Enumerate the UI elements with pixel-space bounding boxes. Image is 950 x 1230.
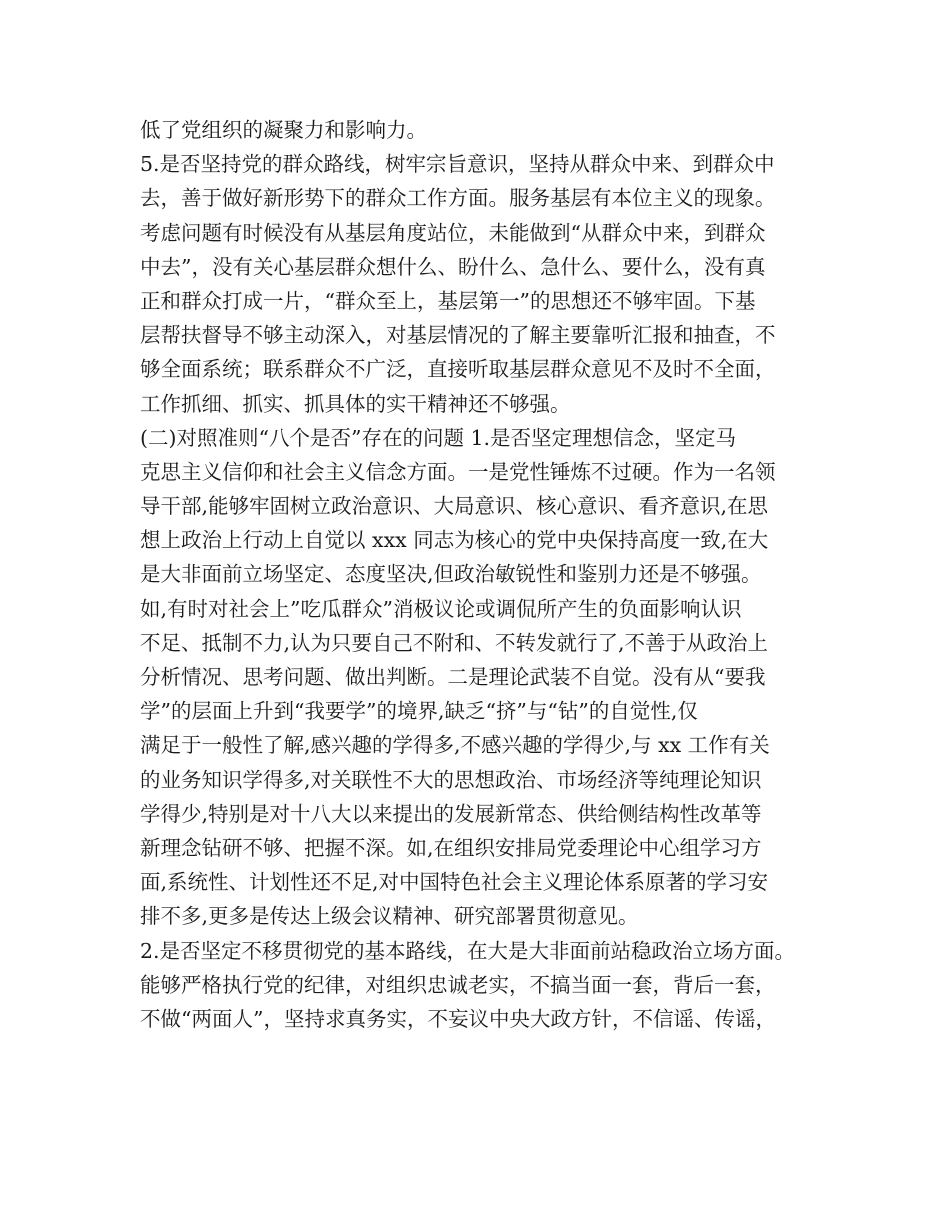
text-line: 是大非面前立场坚定、态度坚决,但政治敏锐性和鉴别力还是不够强。 xyxy=(140,562,762,587)
text-line: 不做“两面人”，坚持求真务实，不妄议中央大政方针，不信谣、传谣， xyxy=(140,1006,776,1031)
text-line: 够全面系统；联系群众不广泛，直接听取基层群众意见不及时不全面， xyxy=(140,357,776,382)
text-line: 想上政治上行动上自觉以 xxx 同志为核心的党中央保持高度一致,在大 xyxy=(140,528,769,553)
text-line: 去，善于做好新形势下的群众工作方面。服务基层有本位主义的现象。 xyxy=(140,186,776,211)
text-line: 新理念钻研不够、把握不深。如,在组织安排局党委理论中心组学习方 xyxy=(140,835,762,860)
text-line: (二)对照准则“八个是否”存在的问题 1.是否坚定理想信念，坚定马 xyxy=(140,425,737,450)
text-line: 不足、抵制不力,认为只要自己不附和、不转发就行了,不善于从政治上 xyxy=(140,630,769,655)
text-line: 导干部,能够牢固树立政治意识、大局意识、核心意识、看齐意识,在思 xyxy=(140,494,769,519)
text-line: 克思主义信仰和社会主义信念方面。一是党性锤炼不过硬。作为一名领 xyxy=(140,459,776,484)
text-line: 学得少,特别是对十八大以来提出的发展新常态、供给侧结构性改革等 xyxy=(140,801,762,826)
text-line: 层帮扶督导不够主动深入，对基层情况的了解主要靠听汇报和抽查，不 xyxy=(140,323,776,348)
body-text xyxy=(140,113,840,1036)
text-line: 正和群众打成一片，“群众至上，基层第一”的思想还不够牢固。下基 xyxy=(140,288,756,313)
text-line: 分析情况、思考问题、做出判断。二是理论武装不自觉。没有从“要我 xyxy=(140,665,766,689)
text-line: 考虑问题有时候没有从基层角度站位，未能做到“从群众中来，到群众 xyxy=(140,220,766,245)
text-line: 如,有时对社会上”吃瓜群众”消极议论或调侃所产生的负面影响认识 xyxy=(140,596,742,621)
text-line: 排不多,更多是传达上级会议精神、研究部署贯彻意见。 xyxy=(140,904,639,929)
text-line: 工作抓细、抓实、抓具体的实干精神还不够强。 xyxy=(140,391,571,416)
text-line: 5.是否坚持党的群众路线，树牢宗旨意识，坚持从群众中来、到群众中 xyxy=(140,152,775,177)
text-line: 中去”，没有关心基层群众想什么、盼什么、急什么、要什么，没有真 xyxy=(140,254,766,279)
text-line: 面,系统性、计划性还不足,对中国特色社会主义理论体系原著的学习安 xyxy=(140,870,769,895)
text-line: 的业务知识学得多,对关联性不大的思想政治、市场经济等纯理论知识 xyxy=(140,767,762,792)
text-line: 能够严格执行党的纪律，对组织忠诚老实，不搞当面一套，背后一套， xyxy=(140,972,776,997)
text-line: 满足于一般性了解,感兴趣的学得多,不感兴趣的学得少,与 xx 工作有关 xyxy=(140,733,770,758)
text-line: 低了党组织的凝聚力和影响力。 xyxy=(140,118,427,142)
text-line: 2.是否坚定不移贯彻党的基本路线，在大是大非面前站稳政治立场方面。 xyxy=(140,938,796,963)
text-line: 学”的层面上升到“我要学”的境界,缺乏“挤”与“钻”的自觉性,仅 xyxy=(140,699,698,724)
